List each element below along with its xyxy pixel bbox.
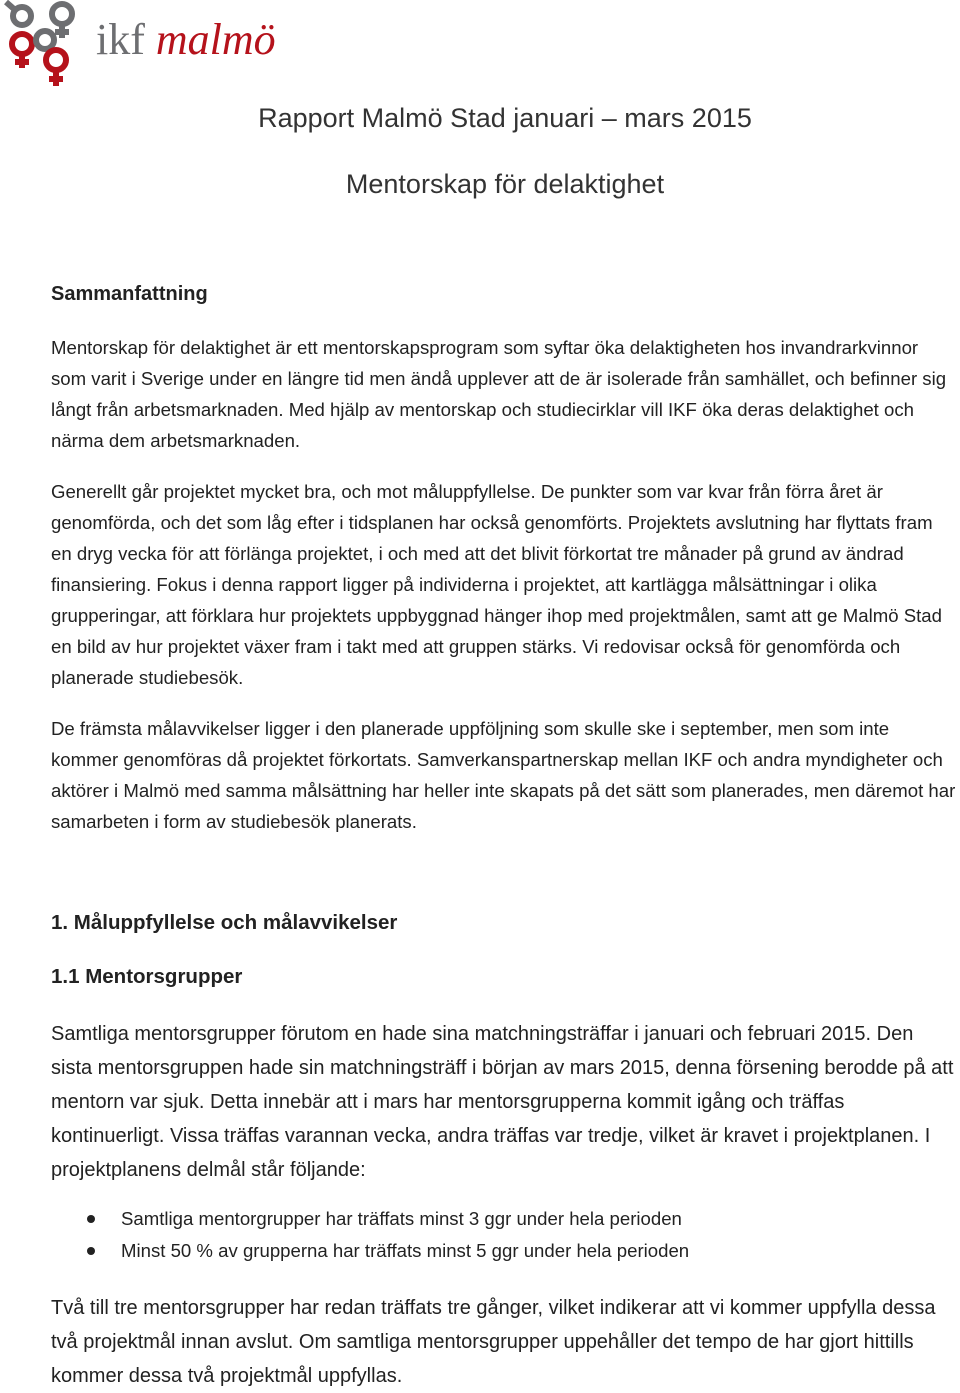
bullet-icon — [87, 1215, 95, 1223]
logo-malmo: malmö — [155, 15, 276, 64]
bullet-icon — [87, 1247, 95, 1255]
summary-paragraph-3: De främsta målavvikelser ligger i den planerade uppföljning som skulle ske i september, men som inte kommer genomföras då projektet förkortats. Samverkanspartnerskap mellan IKF och andra myndigheter och aktörer i Malmö med samma målsättning har heller inte skapats på det sätt som planerades, men däremot har samarbeten i form av studiebesök planerats. — [51, 718, 956, 832]
logo-ikf: ikf — [96, 15, 145, 64]
ikf-malmo-logo — [0, 0, 300, 90]
list-item-text: Samtliga mentorgrupper har träffats minst 3 ggr under hela perioden — [121, 1208, 682, 1229]
report-title: Rapport Malmö Stad januari – mars 2015 — [258, 103, 752, 133]
summary-paragraph-1: Mentorskap för delaktighet är ett mentorskapsprogram som syftar öka delaktigheten hos invandrarkvinnor som varit i Sverige under en längre tid men ändå upplever att de är isolerade från samhället, och befinner sig långt från arbetsmarknaden. Med hjälp av mentorskap och studiecirklar vill IKF öka deras delaktighet och närma dem arbetsmarknaden. — [51, 337, 947, 451]
section-1-1-paragraph-2: Två till tre mentorsgrupper har redan träffats tre gånger, vilket indikerar att vi kommer uppfylla dessa två projektmål innan avslut. Om samtliga mentorsgrupper uppehåller det tempo de har gjort hittills kommer dessa två projektmål uppfyllas. — [51, 1297, 936, 1387]
summary-paragraph-2: Generellt går projektet mycket bra, och mot måluppfyllelse. De punkter som var kvar från förra året är genomförda, och det som låg efter i tidsplanen har också genomförts. Projektets avslutning har flyttats fram en dryg vecka för att förlänga projektet, i och med att det blivit förkortat tre månader på grund av ändrad finansiering. Fokus i denna rapport ligger på individerna i projektet, att kartlägga målsättningar i olika grupperingar, att förklara hur projektets uppbyggnad hänger ihop med projektmålen, samt att ge Malmö Stad en bild av hur projektet växer fram i takt med att gruppen stärks. Vi redovisar också för genomförda och planerade studiebesök. — [51, 481, 942, 688]
section-1-1-heading: 1.1 Mentorsgrupper — [51, 965, 243, 988]
section-1-1-paragraph-1: Samtliga mentorsgrupper förutom en hade sina matchningsträffar i januari och februari 2015. Den sista mentorsgruppen hade sin matchningsträff i början av mars 2015, denna försening berodde på att mentorn var sjuk. Detta innebär att i mars har mentorsgrupperna kommit igång och träffas kontinuerligt. Vissa träffas varannan vecka, andra träffas var tredje, vilket är kravet i projektplanen. I projektplanens delmål står följande: — [51, 1023, 954, 1181]
summary-heading: Sammanfattning — [51, 283, 208, 305]
list-item — [51, 1203, 956, 1235]
project-title: Mentorskap för delaktighet — [345, 169, 665, 199]
list-item-text: Minst 50 % av grupperna har träffats minst 5 ggr under hela perioden — [121, 1240, 690, 1261]
list-item — [51, 1235, 956, 1267]
gender-symbols-icon — [0, 0, 92, 90]
document-body — [51, 280, 956, 1393]
goal-list — [51, 1203, 956, 1267]
section-1-heading: 1. Måluppfyllelse och målavvikelser — [51, 911, 398, 934]
logo-wordmark — [96, 14, 276, 66]
